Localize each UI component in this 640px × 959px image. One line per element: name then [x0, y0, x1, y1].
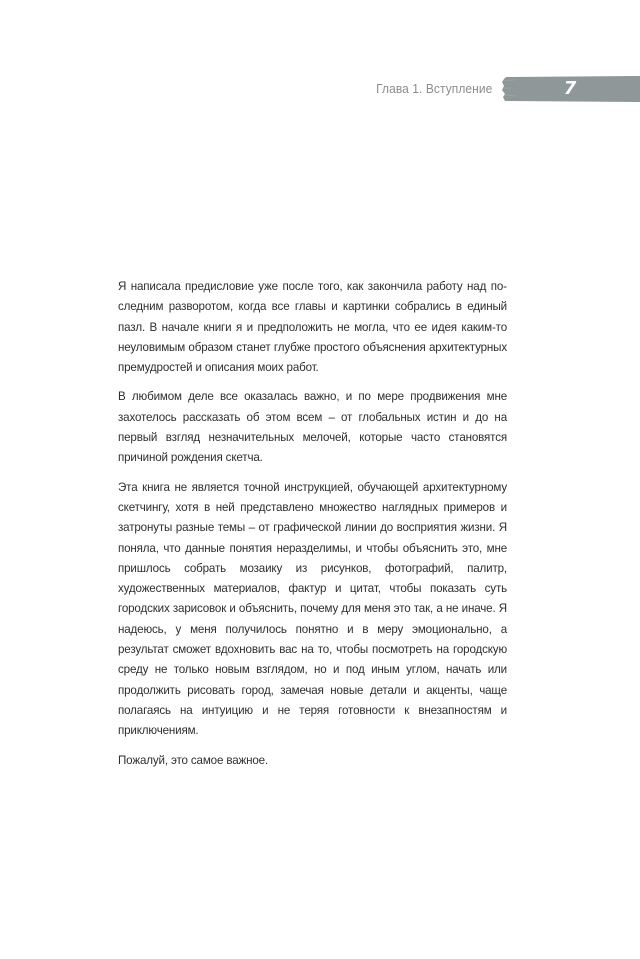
- paragraph: Пожалуй, это самое важное.: [118, 753, 269, 767]
- page-number-tab: [502, 76, 640, 102]
- paragraph: Я написала предисловие уже после того, как закончила работу над последним разворотом, когда все главы и картинки собрались в единый пазл. В начале книги я и предположить не могла, что ее идея каким-то неуловимым образом станет глубже простого объяснения архитектурных премудростей и описания моих работ.: [118, 280, 507, 375]
- body-text: [118, 277, 507, 780]
- running-head: [366, 76, 640, 102]
- paragraph: Эта книга не является точной инструкцией, обучающей архитектурному скетчингу, хотя в ней представлено множество наглядных примеров и затронуты разные темы – от графической линии до восприятия жизни. Я поняла, что данные понятия неразделимы, и чтобы объяснить это, мне пришлось собрать мозаику из рисунков, фотографий, палитр, художественных материалов, фактур и цитат, чтобы показать суть городских зарисовок и объяснить, почему для меня это так, а не иначе. Я надеюсь, у меня получилось понятно и в меру эмоционально, а результат сможет вдохновить вас на то, чтобы посмотреть на городскую среду не только новым взглядом, но и под иным углом, начать или продолжить рисовать город, замечая новые детали и акценты, чаще полагаясь на интуицию и не теряя готовности к внезапностям и приключениям.: [118, 480, 507, 738]
- chapter-title: Глава 1. Вступление: [375, 81, 492, 96]
- paragraph: В любимом деле все оказалась важно, и по мере продвижения мне захотелось рассказать об этом всем – от глобальных истин и до на первый взгляд незначительных мелочей, которые часто становятся причиной рождения скетча.: [118, 390, 507, 465]
- page-number: 7: [563, 78, 577, 99]
